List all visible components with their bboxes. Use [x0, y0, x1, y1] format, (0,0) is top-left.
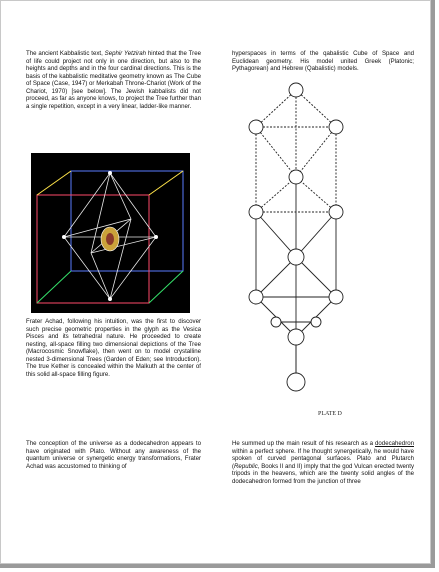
vertex-node [108, 171, 112, 175]
sephirah-geburah [249, 205, 263, 219]
vertex-node [154, 235, 158, 239]
p5-text-c: within a perfect sphere. If he thought synergetically, he would have spoken of curved pentagonal surfaces. Plato and Plutarch ( [232, 447, 414, 470]
paragraph-dodecahedron-plato: The conception of the universe as a dodecahedron appears to have originated with Plato. Without any awareness of the quantum universe or synergetic energy transformations, Frater Achad was accustomed to thinking of [26, 440, 201, 470]
sephirah-kether [289, 83, 303, 97]
central-ornament-core [106, 233, 114, 245]
p5-text-a: He summed up the main result of his research as a [232, 440, 376, 447]
sephirah-yesod [288, 329, 304, 345]
sephirah-binah [249, 120, 263, 134]
cube-of-space-figure [31, 153, 190, 313]
p1-book-title: Sephir Yetzirah [104, 50, 147, 57]
paragraph-sephir-yetzirah [26, 50, 201, 110]
paragraph-summed-up [232, 440, 414, 485]
sephirah-netzach [329, 290, 343, 304]
tree-of-life-figure [236, 82, 356, 420]
p5-underlined-word: dodecahedron [375, 440, 414, 447]
sephirah-daath [289, 170, 303, 184]
p1-text-c: hinted that the Tree of life could project not only in one direction, but also to the heights and depths and in the four cardinal directions. This is the basis of the kabbalistic meditative geometry known as The Cube of Space (Case, 1947) or Merkabah Throne-Chariot (Work of the Chariot, 1970) [see below]. The Jewish kabbalists did not proceed, as far as anyone knows, to project the Tree further than a single repetition, except in a very linear, ladder-like manner. [26, 50, 201, 110]
p1-text-a: The ancient Kabbalistic text, [26, 50, 105, 57]
sephirah-chokmah [329, 120, 343, 134]
p5-text-e: , Books II and II) imply that the god Vulcan erected twenty tripods in the heavens, which are the twenty solid angles of the dodecahedron formed from the junction of three [232, 462, 414, 485]
vertex-node [108, 297, 112, 301]
sephirah-hod [249, 290, 263, 304]
minor-node [311, 317, 321, 327]
tree-caption: PLATE D [318, 411, 342, 417]
p5-book-title: Republic [234, 462, 258, 470]
sephirah-malkuth [287, 373, 305, 391]
paragraph-frater-achad: Frater Achad, following his intuition, was the first to discover such precise geometric properties in the glyph as the Vesica Pisces and its tetrahedral nature. He proceeded to create nesting, all-space filling two dimensional depictions of the Tree (Macrocosmic Snowflake), then went on to model crystalline nested 3-dimensional Trees (Garden of Eden; see Introduction). The true Kether is concealed within the Malkuth at the center of this solid all-space filling figure. [26, 318, 201, 378]
sephirah-chesed [329, 205, 343, 219]
minor-node [271, 317, 281, 327]
sephirah-tiphareth [288, 249, 304, 265]
vertex-node [62, 235, 66, 239]
paragraph-hyperspaces: hyperspaces in terms of the qabalistic Cube of Space and Euclidean geometry. His model united Greek (Platonic; Pythagorean) and Hebrew (Qabalistic) models. [232, 50, 414, 72]
tree-paths-solid [256, 177, 336, 382]
